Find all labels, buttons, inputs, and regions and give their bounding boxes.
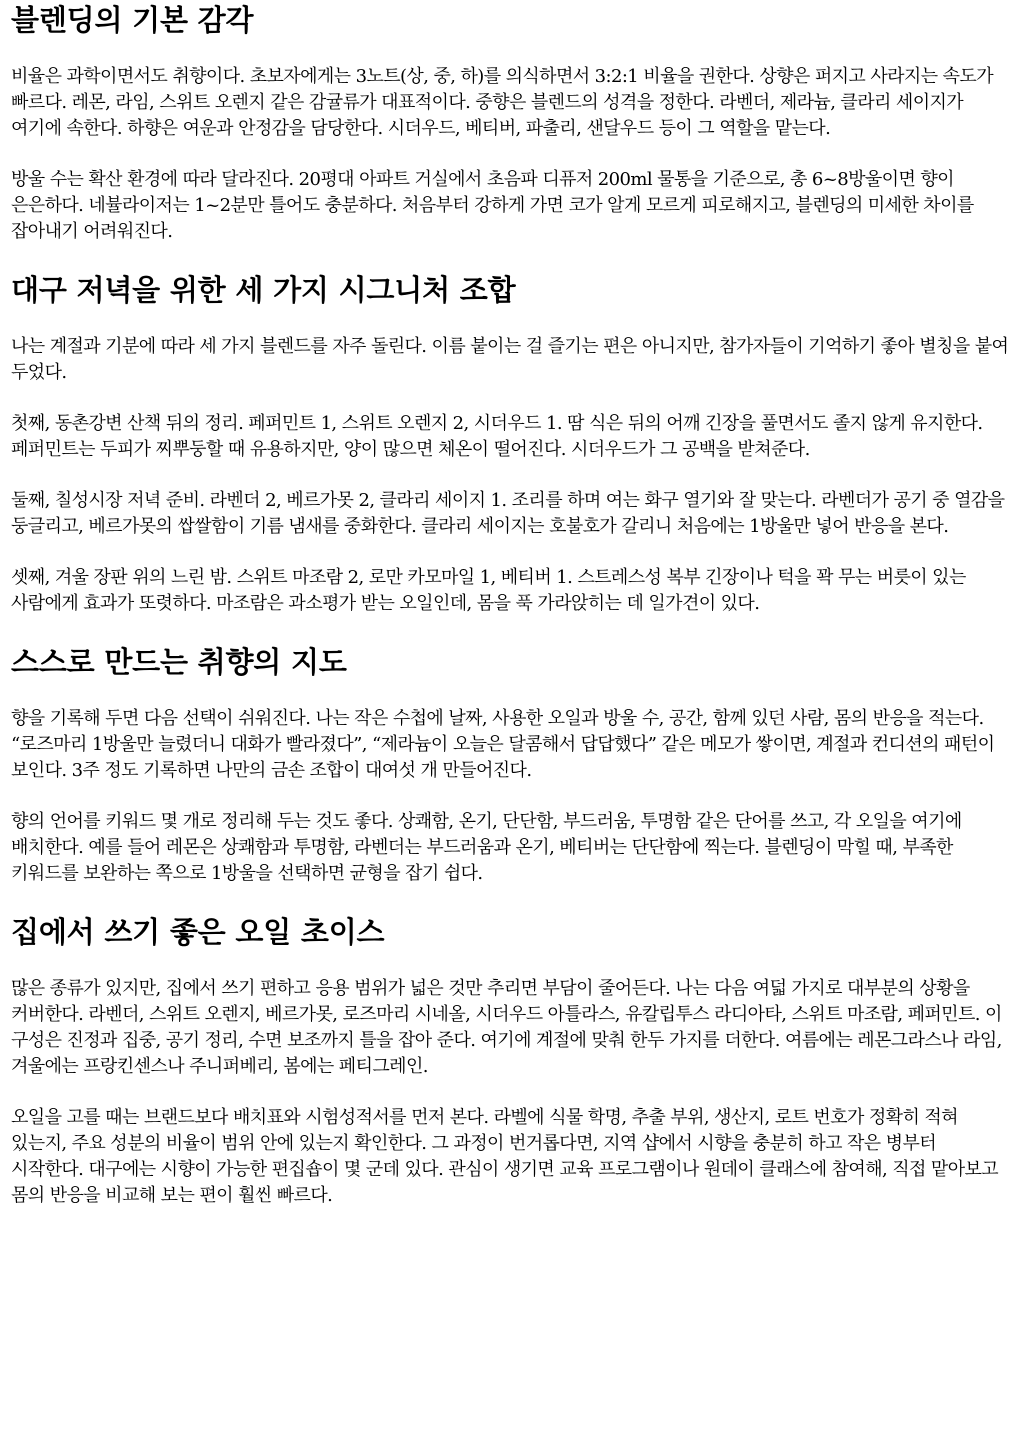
paragraph: 셋째, 겨울 장판 위의 느린 밤. 스위트 마조람 2, 로만 카모마일 1, 베티버 1. 스트레스성 복부 긴장이나 턱을 꽉 무는 버릇이 있는 사람에게 효과가 또렷하다. 마조람은 과소평가 받는 오일인데, 몸을 푹 가라앉히는 데 일가견이 있다.: [11, 567, 966, 614]
paragraph: 비율은 과학이면서도 취향이다. 초보자에게는 3노트(상, 중, 하)를 의식하면서 3:2:1 비율을 권한다. 상향은 퍼지고 사라지는 속도가 빠르다. 레몬, 라임, 스위트 오렌지 같은 감귤류가 대표적이다. 중향은 블렌드의 성격을 정한다. 라벤더, 제라늄, 클라리 세이지가 여기에 속한다. 하향은 여운과 안정감을 담당한다. 시더우드, 베티버, 파출리, 샌달우드 등이 그 역할을 맡는다.: [11, 66, 993, 139]
paragraph: 향의 언어를 키워드 몇 개로 정리해 두는 것도 좋다. 상쾌함, 온기, 단단함, 부드러움, 투명함 같은 단어를 쓰고, 각 오일을 여기에 배치한다. 예를 들어 레몬은 상쾌함과 투명함, 라벤더는 부드러움과 온기, 베티버는 단단함에 찍는다. 블렌딩이 막힐 때, 부족한 키워드를 보완하는 쪽으로 1방울을 선택하면 균형을 잡기 쉽다.: [11, 811, 962, 884]
paragraph: 방울 수는 확산 환경에 따라 달라진다. 20평대 아파트 거실에서 초음파 디퓨저 200ml 물통을 기준으로, 총 6~8방울이면 향이 은은하다. 네뷸라이저는 1~2분만 틀어도 충분하다. 처음부터 강하게 가면 코가 알게 모르게 피로해지고, 블렌딩의 미세한 차이를 잡아내기 어려워진다.: [11, 169, 974, 242]
paragraph: 오일을 고를 때는 브랜드보다 배치표와 시험성적서를 먼저 본다. 라벨에 식물 학명, 추출 부위, 생산지, 로트 번호가 정확히 적혀 있는지, 주요 성분의 비율이 범위 안에 있는지 확인한다. 그 과정이 번거롭다면, 지역 샵에서 시향을 충분히 하고 작은 병부터 시작한다. 대구에는 시향이 가능한 편집숍이 몇 군데 있다. 관심이 생기면 교육 프로그램이나 원데이 클래스에 참여해, 직접 맡아보고 몸의 반응을 비교해 보는 편이 훨씬 빠르다.: [11, 1107, 999, 1206]
section-heading-oil-choices: 집에서 쓰기 좋은 오일 초이스: [11, 915, 385, 949]
paragraph: 향을 기록해 두면 다음 선택이 쉬워진다. 나는 작은 수첩에 날짜, 사용한 오일과 방울 수, 공간, 함께 있던 사람, 몸의 반응을 적는다. “로즈마리 1방울만 늘렸더니 대화가 빨라졌다”, “제라늄이 오늘은 달콤해서 답답했다” 같은 메모가 쌓이면, 계절과 컨디션의 패턴이 보인다. 3주 정도 기록하면 나만의 금손 조합이 대여섯 개 만들어진다.: [11, 708, 995, 781]
section-heading-blending-basics: 블렌딩의 기본 감각: [11, 3, 254, 37]
paragraph: 많은 종류가 있지만, 집에서 쓰기 편하고 응용 범위가 넓은 것만 추리면 부담이 줄어든다. 나는 다음 여덟 가지로 대부분의 상황을 커버한다. 라벤더, 스위트 오렌지, 베르가못, 로즈마리 시네올, 시더우드 아틀라스, 유칼립투스 라디아타, 스위트 마조람, 페퍼민트. 이 구성은 진정과 집중, 공기 정리, 수면 보조까지 틀을 잡아 준다. 여기에 계절에 맞춰 한두 가지를 더한다. 여름에는 레몬그라스나 라임, 겨울에는 프랑킨센스나 주니퍼베리, 봄에는 페티그레인.: [11, 978, 1002, 1077]
section-heading-signature-blends: 대구 저녁을 위한 세 가지 시그니처 조합: [11, 273, 516, 307]
paragraph: 둘째, 칠성시장 저녁 준비. 라벤더 2, 베르가못 2, 클라리 세이지 1. 조리를 하며 여는 화구 열기와 잘 맞는다. 라벤더가 공기 중 열감을 둥글리고, 베르가못의 쌉쌀함이 기름 냄새를 중화한다. 클라리 세이지는 호불호가 갈리니 처음에는 1방울만 넣어 반응을 본다.: [11, 490, 1005, 537]
paragraph: 나는 계절과 기분에 따라 세 가지 블렌드를 자주 돌린다. 이름 붙이는 걸 즐기는 편은 아니지만, 참가자들이 기억하기 좋아 별칭을 붙여 두었다.: [11, 336, 1009, 383]
section-heading-taste-map: 스스로 만드는 취향의 지도: [11, 645, 347, 679]
paragraph: 첫째, 동촌강변 산책 뒤의 정리. 페퍼민트 1, 스위트 오렌지 2, 시더우드 1. 땀 식은 뒤의 어깨 긴장을 풀면서도 졸지 않게 유지한다. 페퍼민트는 두피가 찌뿌둥할 때 유용하지만, 양이 많으면 체온이 떨어진다. 시더우드가 그 공백을 받쳐준다.: [11, 413, 983, 460]
